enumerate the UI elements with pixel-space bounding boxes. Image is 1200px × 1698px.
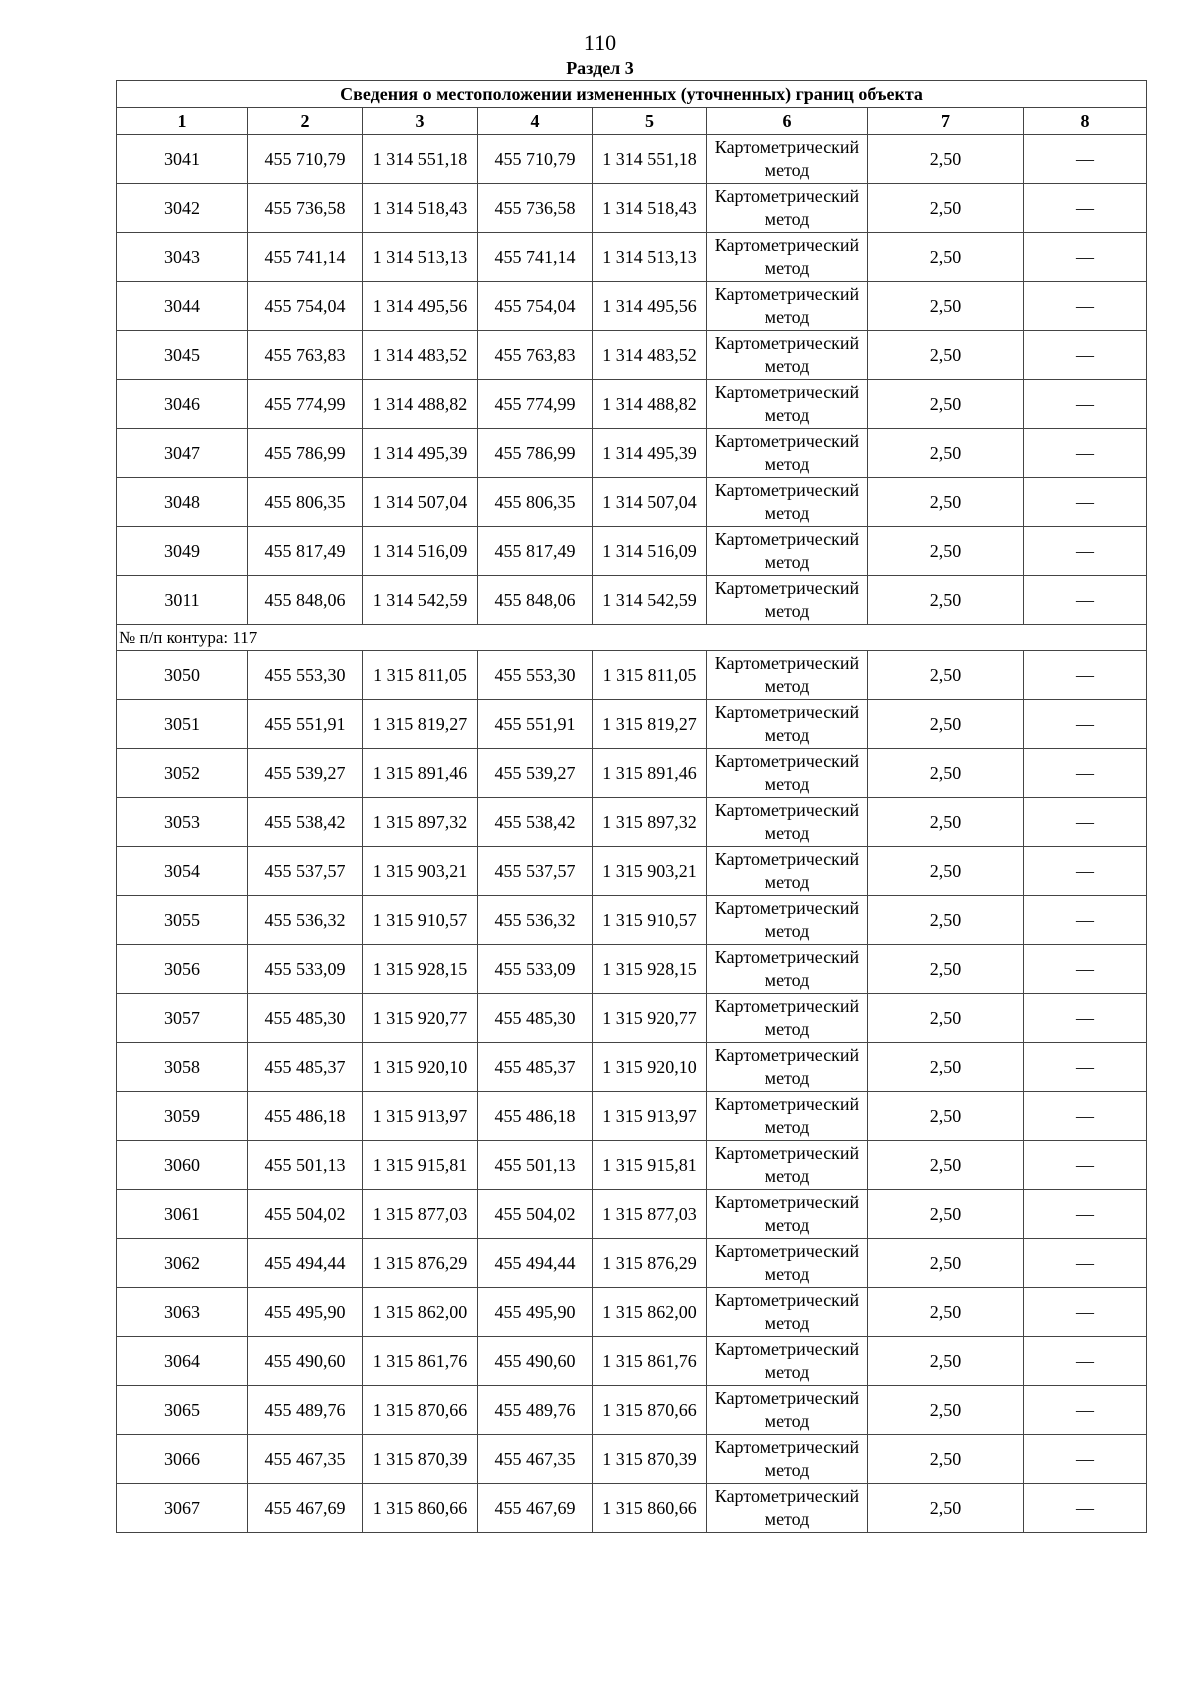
method-cell: Картометрический метод: [707, 1288, 868, 1337]
y-old-cell: 1 315 870,39: [363, 1435, 478, 1484]
y-new-cell: 1 315 913,97: [593, 1092, 707, 1141]
description-cell: —: [1024, 1043, 1147, 1092]
y-old-cell: 1 314 551,18: [363, 135, 478, 184]
point-number-cell: 3056: [117, 945, 248, 994]
method-cell: Картометрический метод: [707, 749, 868, 798]
point-number-cell: 3051: [117, 700, 248, 749]
method-cell: Картометрический метод: [707, 184, 868, 233]
point-number-cell: 3049: [117, 527, 248, 576]
description-cell: —: [1024, 233, 1147, 282]
x-old-cell: 455 504,02: [248, 1190, 363, 1239]
description-cell: —: [1024, 478, 1147, 527]
y-old-cell: 1 315 876,29: [363, 1239, 478, 1288]
x-new-cell: 455 495,90: [478, 1288, 593, 1337]
description-cell: —: [1024, 331, 1147, 380]
method-cell: Картометрический метод: [707, 1043, 868, 1092]
precision-cell: 2,50: [868, 576, 1024, 625]
x-new-cell: 455 494,44: [478, 1239, 593, 1288]
x-old-cell: 455 489,76: [248, 1386, 363, 1435]
y-old-cell: 1 315 870,66: [363, 1386, 478, 1435]
x-old-cell: 455 774,99: [248, 380, 363, 429]
y-old-cell: 1 315 860,66: [363, 1484, 478, 1533]
point-number-cell: 3047: [117, 429, 248, 478]
y-old-cell: 1 314 483,52: [363, 331, 478, 380]
x-new-cell: 455 848,06: [478, 576, 593, 625]
y-new-cell: 1 314 513,13: [593, 233, 707, 282]
method-cell: Картометрический метод: [707, 429, 868, 478]
column-number: 8: [1024, 108, 1147, 135]
y-new-cell: 1 315 920,77: [593, 994, 707, 1043]
y-old-cell: 1 314 513,13: [363, 233, 478, 282]
x-new-cell: 455 754,04: [478, 282, 593, 331]
x-new-cell: 455 786,99: [478, 429, 593, 478]
y-new-cell: 1 314 488,82: [593, 380, 707, 429]
precision-cell: 2,50: [868, 331, 1024, 380]
x-new-cell: 455 736,58: [478, 184, 593, 233]
x-new-cell: 455 485,37: [478, 1043, 593, 1092]
x-old-cell: 455 537,57: [248, 847, 363, 896]
x-old-cell: 455 754,04: [248, 282, 363, 331]
description-cell: —: [1024, 798, 1147, 847]
y-new-cell: 1 315 920,10: [593, 1043, 707, 1092]
point-number-cell: 3066: [117, 1435, 248, 1484]
table-row: [117, 798, 1147, 847]
table-row: [117, 1337, 1147, 1386]
table-row: [117, 527, 1147, 576]
description-cell: —: [1024, 1239, 1147, 1288]
point-number-cell: 3064: [117, 1337, 248, 1386]
x-old-cell: 455 501,13: [248, 1141, 363, 1190]
description-cell: —: [1024, 847, 1147, 896]
x-old-cell: 455 485,37: [248, 1043, 363, 1092]
y-new-cell: 1 315 903,21: [593, 847, 707, 896]
x-old-cell: 455 536,32: [248, 896, 363, 945]
x-new-cell: 455 467,35: [478, 1435, 593, 1484]
y-old-cell: 1 315 910,57: [363, 896, 478, 945]
method-cell: Картометрический метод: [707, 1386, 868, 1435]
y-new-cell: 1 315 860,66: [593, 1484, 707, 1533]
precision-cell: 2,50: [868, 700, 1024, 749]
precision-cell: 2,50: [868, 282, 1024, 331]
y-new-cell: 1 314 516,09: [593, 527, 707, 576]
y-old-cell: 1 315 920,77: [363, 994, 478, 1043]
precision-cell: 2,50: [868, 1092, 1024, 1141]
precision-cell: 2,50: [868, 896, 1024, 945]
x-old-cell: 455 485,30: [248, 994, 363, 1043]
table-row: [117, 1190, 1147, 1239]
x-new-cell: 455 553,30: [478, 651, 593, 700]
y-new-cell: 1 314 483,52: [593, 331, 707, 380]
method-cell: Картометрический метод: [707, 1337, 868, 1386]
x-old-cell: 455 848,06: [248, 576, 363, 625]
y-new-cell: 1 315 862,00: [593, 1288, 707, 1337]
description-cell: —: [1024, 135, 1147, 184]
y-old-cell: 1 315 819,27: [363, 700, 478, 749]
description-cell: —: [1024, 700, 1147, 749]
description-cell: —: [1024, 1190, 1147, 1239]
x-old-cell: 455 551,91: [248, 700, 363, 749]
y-old-cell: 1 315 920,10: [363, 1043, 478, 1092]
x-new-cell: 455 501,13: [478, 1141, 593, 1190]
y-new-cell: 1 315 897,32: [593, 798, 707, 847]
column-number: 4: [478, 108, 593, 135]
point-number-cell: 3041: [117, 135, 248, 184]
point-number-cell: 3063: [117, 1288, 248, 1337]
precision-cell: 2,50: [868, 233, 1024, 282]
point-number-cell: 3058: [117, 1043, 248, 1092]
precision-cell: 2,50: [868, 527, 1024, 576]
y-new-cell: 1 314 551,18: [593, 135, 707, 184]
table-row: [117, 994, 1147, 1043]
description-cell: —: [1024, 749, 1147, 798]
y-old-cell: 1 314 542,59: [363, 576, 478, 625]
table-row: [117, 282, 1147, 331]
y-new-cell: 1 315 928,15: [593, 945, 707, 994]
x-new-cell: 455 490,60: [478, 1337, 593, 1386]
method-cell: Картометрический метод: [707, 798, 868, 847]
table-row: [117, 429, 1147, 478]
y-new-cell: 1 315 811,05: [593, 651, 707, 700]
y-new-cell: 1 315 891,46: [593, 749, 707, 798]
table-row: [117, 135, 1147, 184]
x-old-cell: 455 467,35: [248, 1435, 363, 1484]
x-new-cell: 455 774,99: [478, 380, 593, 429]
point-number-cell: 3048: [117, 478, 248, 527]
point-number-cell: 3042: [117, 184, 248, 233]
y-new-cell: 1 315 861,76: [593, 1337, 707, 1386]
table-row: [117, 1043, 1147, 1092]
description-cell: —: [1024, 1141, 1147, 1190]
x-old-cell: 455 486,18: [248, 1092, 363, 1141]
contour-group: [117, 651, 1147, 1533]
point-number-cell: 3045: [117, 331, 248, 380]
y-old-cell: 1 315 928,15: [363, 945, 478, 994]
column-number: 1: [117, 108, 248, 135]
point-number-cell: 3061: [117, 1190, 248, 1239]
precision-cell: 2,50: [868, 380, 1024, 429]
method-cell: Картометрический метод: [707, 1141, 868, 1190]
point-number-cell: 3065: [117, 1386, 248, 1435]
point-number-cell: 3067: [117, 1484, 248, 1533]
x-new-cell: 455 504,02: [478, 1190, 593, 1239]
x-new-cell: 455 537,57: [478, 847, 593, 896]
x-old-cell: 455 710,79: [248, 135, 363, 184]
table-row: [117, 1092, 1147, 1141]
y-old-cell: 1 315 913,97: [363, 1092, 478, 1141]
description-cell: —: [1024, 1386, 1147, 1435]
description-cell: —: [1024, 1288, 1147, 1337]
precision-cell: 2,50: [868, 135, 1024, 184]
y-new-cell: 1 314 495,56: [593, 282, 707, 331]
y-new-cell: 1 315 915,81: [593, 1141, 707, 1190]
table-row: [117, 896, 1147, 945]
x-new-cell: 455 817,49: [478, 527, 593, 576]
x-old-cell: 455 736,58: [248, 184, 363, 233]
method-cell: Картометрический метод: [707, 896, 868, 945]
table-row: [117, 700, 1147, 749]
x-new-cell: 455 741,14: [478, 233, 593, 282]
x-new-cell: 455 536,32: [478, 896, 593, 945]
column-number: 5: [593, 108, 707, 135]
precision-cell: 2,50: [868, 798, 1024, 847]
column-number: 7: [868, 108, 1024, 135]
x-old-cell: 455 538,42: [248, 798, 363, 847]
x-old-cell: 455 490,60: [248, 1337, 363, 1386]
point-number-cell: 3053: [117, 798, 248, 847]
point-number-cell: 3050: [117, 651, 248, 700]
description-cell: —: [1024, 1435, 1147, 1484]
method-cell: Картометрический метод: [707, 478, 868, 527]
y-new-cell: 1 314 542,59: [593, 576, 707, 625]
method-cell: Картометрический метод: [707, 847, 868, 896]
column-number: 6: [707, 108, 868, 135]
description-cell: —: [1024, 994, 1147, 1043]
method-cell: Картометрический метод: [707, 700, 868, 749]
precision-cell: 2,50: [868, 1141, 1024, 1190]
x-old-cell: 455 553,30: [248, 651, 363, 700]
method-cell: Картометрический метод: [707, 1239, 868, 1288]
method-cell: Картометрический метод: [707, 1435, 868, 1484]
y-new-cell: 1 315 870,66: [593, 1386, 707, 1435]
x-old-cell: 455 539,27: [248, 749, 363, 798]
y-old-cell: 1 314 495,56: [363, 282, 478, 331]
description-cell: —: [1024, 282, 1147, 331]
description-cell: —: [1024, 896, 1147, 945]
x-new-cell: 455 806,35: [478, 478, 593, 527]
y-old-cell: 1 314 488,82: [363, 380, 478, 429]
y-old-cell: 1 315 862,00: [363, 1288, 478, 1337]
description-cell: —: [1024, 576, 1147, 625]
y-old-cell: 1 314 516,09: [363, 527, 478, 576]
method-cell: Картометрический метод: [707, 1484, 868, 1533]
description-cell: —: [1024, 380, 1147, 429]
column-number: 3: [363, 108, 478, 135]
x-old-cell: 455 533,09: [248, 945, 363, 994]
description-cell: —: [1024, 1092, 1147, 1141]
x-new-cell: 455 763,83: [478, 331, 593, 380]
y-old-cell: 1 315 861,76: [363, 1337, 478, 1386]
point-number-cell: 3060: [117, 1141, 248, 1190]
table-row: [117, 749, 1147, 798]
contour-header: [117, 625, 1147, 651]
description-cell: —: [1024, 1337, 1147, 1386]
point-number-cell: 3011: [117, 576, 248, 625]
method-cell: Картометрический метод: [707, 945, 868, 994]
y-new-cell: 1 314 495,39: [593, 429, 707, 478]
point-number-cell: 3054: [117, 847, 248, 896]
method-cell: Картометрический метод: [707, 994, 868, 1043]
y-new-cell: 1 314 518,43: [593, 184, 707, 233]
x-old-cell: 455 467,69: [248, 1484, 363, 1533]
point-number-cell: 3052: [117, 749, 248, 798]
table-row: [117, 380, 1147, 429]
point-number-cell: 3059: [117, 1092, 248, 1141]
description-cell: —: [1024, 527, 1147, 576]
table-row: [117, 847, 1147, 896]
table-caption: Сведения о местоположении измененных (уточненных) границ объекта: [117, 81, 1147, 108]
precision-cell: 2,50: [868, 651, 1024, 700]
description-cell: —: [1024, 945, 1147, 994]
method-cell: Картометрический метод: [707, 135, 868, 184]
x-new-cell: 455 489,76: [478, 1386, 593, 1435]
x-old-cell: 455 806,35: [248, 478, 363, 527]
precision-cell: 2,50: [868, 1484, 1024, 1533]
precision-cell: 2,50: [868, 1043, 1024, 1092]
x-new-cell: 455 486,18: [478, 1092, 593, 1141]
description-cell: —: [1024, 429, 1147, 478]
point-number-cell: 3055: [117, 896, 248, 945]
y-new-cell: 1 315 819,27: [593, 700, 707, 749]
section-title: Раздел 3: [566, 58, 634, 78]
table-row: [117, 576, 1147, 625]
precision-cell: 2,50: [868, 184, 1024, 233]
x-new-cell: 455 539,27: [478, 749, 593, 798]
precision-cell: 2,50: [868, 478, 1024, 527]
x-new-cell: 455 467,69: [478, 1484, 593, 1533]
table-row: [117, 651, 1147, 700]
precision-cell: 2,50: [868, 847, 1024, 896]
method-cell: Картометрический метод: [707, 527, 868, 576]
y-new-cell: 1 315 876,29: [593, 1239, 707, 1288]
y-new-cell: 1 315 870,39: [593, 1435, 707, 1484]
x-new-cell: 455 710,79: [478, 135, 593, 184]
y-old-cell: 1 315 897,32: [363, 798, 478, 847]
point-number-cell: 3057: [117, 994, 248, 1043]
y-old-cell: 1 315 891,46: [363, 749, 478, 798]
point-number-cell: 3044: [117, 282, 248, 331]
description-cell: —: [1024, 1484, 1147, 1533]
x-old-cell: 455 817,49: [248, 527, 363, 576]
x-old-cell: 455 786,99: [248, 429, 363, 478]
method-cell: Картометрический метод: [707, 380, 868, 429]
y-new-cell: 1 314 507,04: [593, 478, 707, 527]
method-cell: Картометрический метод: [707, 1092, 868, 1141]
y-old-cell: 1 314 518,43: [363, 184, 478, 233]
x-new-cell: 455 551,91: [478, 700, 593, 749]
precision-cell: 2,50: [868, 1288, 1024, 1337]
y-old-cell: 1 314 495,39: [363, 429, 478, 478]
precision-cell: 2,50: [868, 994, 1024, 1043]
precision-cell: 2,50: [868, 1435, 1024, 1484]
description-cell: —: [1024, 184, 1147, 233]
table-row: [117, 1435, 1147, 1484]
contour-label: № п/п контура: 117: [117, 625, 1147, 651]
precision-cell: 2,50: [868, 945, 1024, 994]
precision-cell: 2,50: [868, 429, 1024, 478]
y-old-cell: 1 315 877,03: [363, 1190, 478, 1239]
table-row: [117, 331, 1147, 380]
method-cell: Картометрический метод: [707, 1190, 868, 1239]
y-old-cell: 1 315 903,21: [363, 847, 478, 896]
precision-cell: 2,50: [868, 1239, 1024, 1288]
method-cell: Картометрический метод: [707, 331, 868, 380]
y-old-cell: 1 314 507,04: [363, 478, 478, 527]
table-row: [117, 184, 1147, 233]
precision-cell: 2,50: [868, 1386, 1024, 1435]
precision-cell: 2,50: [868, 1337, 1024, 1386]
method-cell: Картометрический метод: [707, 651, 868, 700]
x-new-cell: 455 533,09: [478, 945, 593, 994]
precision-cell: 2,50: [868, 1190, 1024, 1239]
table-row: [117, 478, 1147, 527]
contour-group: [117, 135, 1147, 625]
x-old-cell: 455 495,90: [248, 1288, 363, 1337]
column-number: 2: [248, 108, 363, 135]
x-new-cell: 455 485,30: [478, 994, 593, 1043]
x-new-cell: 455 538,42: [478, 798, 593, 847]
y-new-cell: 1 315 910,57: [593, 896, 707, 945]
point-number-cell: 3043: [117, 233, 248, 282]
table-row: [117, 1484, 1147, 1533]
y-old-cell: 1 315 915,81: [363, 1141, 478, 1190]
point-number-cell: 3062: [117, 1239, 248, 1288]
method-cell: Картометрический метод: [707, 282, 868, 331]
x-old-cell: 455 741,14: [248, 233, 363, 282]
page-number: 110: [583, 30, 617, 55]
point-number-cell: 3046: [117, 380, 248, 429]
method-cell: Картометрический метод: [707, 576, 868, 625]
table-row: [117, 1386, 1147, 1435]
table-row: [117, 945, 1147, 994]
description-cell: —: [1024, 651, 1147, 700]
x-old-cell: 455 494,44: [248, 1239, 363, 1288]
precision-cell: 2,50: [868, 749, 1024, 798]
table-row: [117, 1288, 1147, 1337]
table-row: [117, 1239, 1147, 1288]
table-row: [117, 1141, 1147, 1190]
method-cell: Картометрический метод: [707, 233, 868, 282]
y-new-cell: 1 315 877,03: [593, 1190, 707, 1239]
x-old-cell: 455 763,83: [248, 331, 363, 380]
y-old-cell: 1 315 811,05: [363, 651, 478, 700]
coordinates-table: [116, 80, 1147, 1533]
table-row: [117, 233, 1147, 282]
